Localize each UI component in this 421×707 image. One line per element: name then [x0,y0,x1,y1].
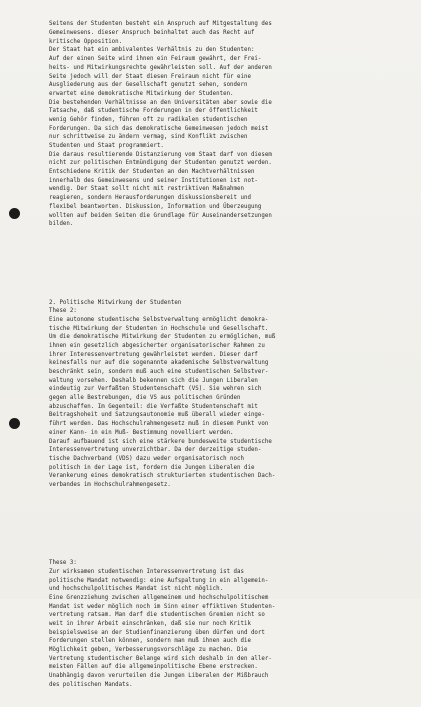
text-line: reagieren, sondern Herausforderungen diskussionsbereit und [49,195,251,202]
text-line: wenig Gehör finden, führen oft zu radikalen studentischen [49,116,248,123]
text-line: beschränkt sein, sondern muß auch eine studentischen Selbstver- [49,369,269,375]
text-line: Entschiedene Kritik der Studenten an den Machtverhältnissen [49,169,255,176]
text-line: ihnen ein gesetzlich abgesicherter organisatorischer Rahmen zu [49,342,265,349]
text-line: Tatsache, daß studentische Forderungen in der öffentlichkeit [49,108,258,115]
punch-hole [9,418,20,429]
text-line: tische Dachverband (VDS) dazu weder organisatorisch noch [49,455,244,462]
text-line: beispielsweise an der Studienfinanzierung üben dürfen und dort [49,629,265,636]
text-line: Die daraus resultierende Distanzierung vom Staat darf von diesem [49,151,272,158]
text-line: Vertretung studentischer Belange wird sich deshalb in den aller- [49,655,272,662]
text-line: des politischen Mandats. [49,681,133,688]
text-line: Auf der einen Seite wird ihnen ein Feiraum gewährt, der Frei- [49,56,262,63]
text-line: eindeutig zur Verfaßten Studentenschaft (VS). Sie wehren sich [49,386,262,393]
text-line: waltung vorsehen. Deshalb bekennen sich die Jungen Liberalen [49,377,258,384]
text-line: innerhalb des Gemeinwesens und seiner Institutionen ist not- [49,177,258,184]
text-line: These 2: [49,308,77,315]
text-line: Um die demokratische Mitwirkung der Studenten zu ermöglichen, muß [49,334,276,341]
text-line: Eine autonome studentische Selbstverwaltung ermöglicht demokra- [49,316,269,323]
text-line: Seite jedoch will der Staat diesen Freiraum nicht für eine [49,73,251,80]
text-line: und hochschulpolitisches Mandat ist nicht möglich. [49,586,224,593]
text-line: Unabhängig davon verurteilen die Jungen Liberalen der Mißbrauch [49,673,269,680]
text-line: Seitens der Studenten besteht ein Anspruch auf Mitgestaltung des [49,21,272,28]
text-line: Forderungen stellen können, sondern man muß ihnen auch die [49,638,251,645]
text-line: keinesfalls nur auf die sogenannte akademische Selbstverwaltung [49,360,269,367]
text-line: erwartet eine demokratische Mitwirkung der Studenten. [49,90,234,97]
text-line: politische Mandat notwendig: eine Aufspaltung in ein allgemein- [49,577,269,584]
text-line: Beitragshoheit und Satzungsautonomie muß überall wieder einge- [49,412,265,419]
text-line: führt werden. Das Hochschulrahmengesetz muß in diesem Punkt von [49,421,269,428]
section-thesis-3 [49,559,413,689]
text-line: Eine Grenzziehung zwischen allgemeinem und hochschulpolitischem [49,594,269,601]
text-line: flexibel beantworten. Diskussion, Information und Überzeugung [49,203,262,210]
text-line: These 3: [49,560,77,567]
text-line: Darauf aufbauend ist sich eine stärkere bundesweite studentische [49,438,272,445]
text-line: abzuschaffen. Im Gegenteil: die Verfaßte Studentenschaft mit [49,403,258,410]
text-line: 2. Politische Mitwirkung der Studenten [49,299,182,306]
text-line: wendig. Der Staat sollt nicht mit restriktiven Maßnahmen [49,186,244,193]
text-line: Interessenvertretung unverzichtbar. Da der derzeitige studen- [49,447,262,454]
text-line: Ausgliederung aus der Gesellschaft genutzt sehen, sondern [49,82,248,89]
text-line: Mandat ist weder möglich noch im Sinn einer effiktiven Studenten- [49,603,276,610]
text-line: kritische Opposition. [49,38,123,45]
text-line: gegen alle Bestrebungen, die VS aus politischen Gründen [49,395,241,402]
text-line: nur schrittweise zu ändern vermag, sind Konflikt zwischen [49,134,248,141]
text-line: wollten auf beiden Seiten die Grundlage für Auseinandersetzungen [49,212,272,219]
text-line: einer Kann- in ein Muß- Bestimmung novelliert werden. [49,429,234,436]
text-line: vertretung ratsam. Man darf die studentischen Gremien nicht so [49,612,265,619]
text-line: weit in ihrer Arbeit einschränken, daß sie nur noch Kritik [49,621,251,628]
text-line: Studenten und Staat programmiert. [49,143,164,150]
punch-hole [9,208,20,219]
text-line: Möglichkeit geben, Verbesserungsvorschläge zu machen. Die [49,647,248,654]
text-line: Verankerung eines demokratisch strukturierten studentischen Dach- [49,473,276,480]
paragraph-block-opposition [49,20,413,229]
section-political-participation [49,299,413,490]
text-line: heits- und Mitwirkungsrechte gewährleisten soll. Auf der anderen [49,64,272,71]
text-line: Forderungen. Da sich das demokratische Gemeinwesen jedoch meist [49,125,269,132]
document-body [49,3,413,707]
text-line: verbandes im Hochschulrahmengesetz. [49,481,171,488]
text-line: Der Staat hat ein ambivalentes Verhältnis zu den Studenten: [49,47,255,54]
text-line: Gemeinwesens. dieser Anspruch beinhaltet auch das Recht auf [49,30,255,37]
text-line: ihrer Interessenvertretung gewährleistet werden. Dieser darf [49,351,258,358]
text-line: Zur wirksamen studentischen Interessenvertretung ist das [49,568,244,575]
text-line: tische Mitwirkung der Studenten in Hochschule und Gesellschaft. [49,325,269,332]
text-line: meisten Fällen auf die allgemeinpolitische Ebene erstrecken. [49,664,258,671]
text-line: nicht zur politischen Entmündigung der Studenten genutzt werden. [49,160,272,167]
text-line: Die bestehenden Verhältnisse an den Universitäten aber sowie die [49,99,272,106]
text-line: politisch in der Lage ist, fordern die Jungen Liberalen die [49,464,255,471]
text-line: bilden. [49,221,74,228]
